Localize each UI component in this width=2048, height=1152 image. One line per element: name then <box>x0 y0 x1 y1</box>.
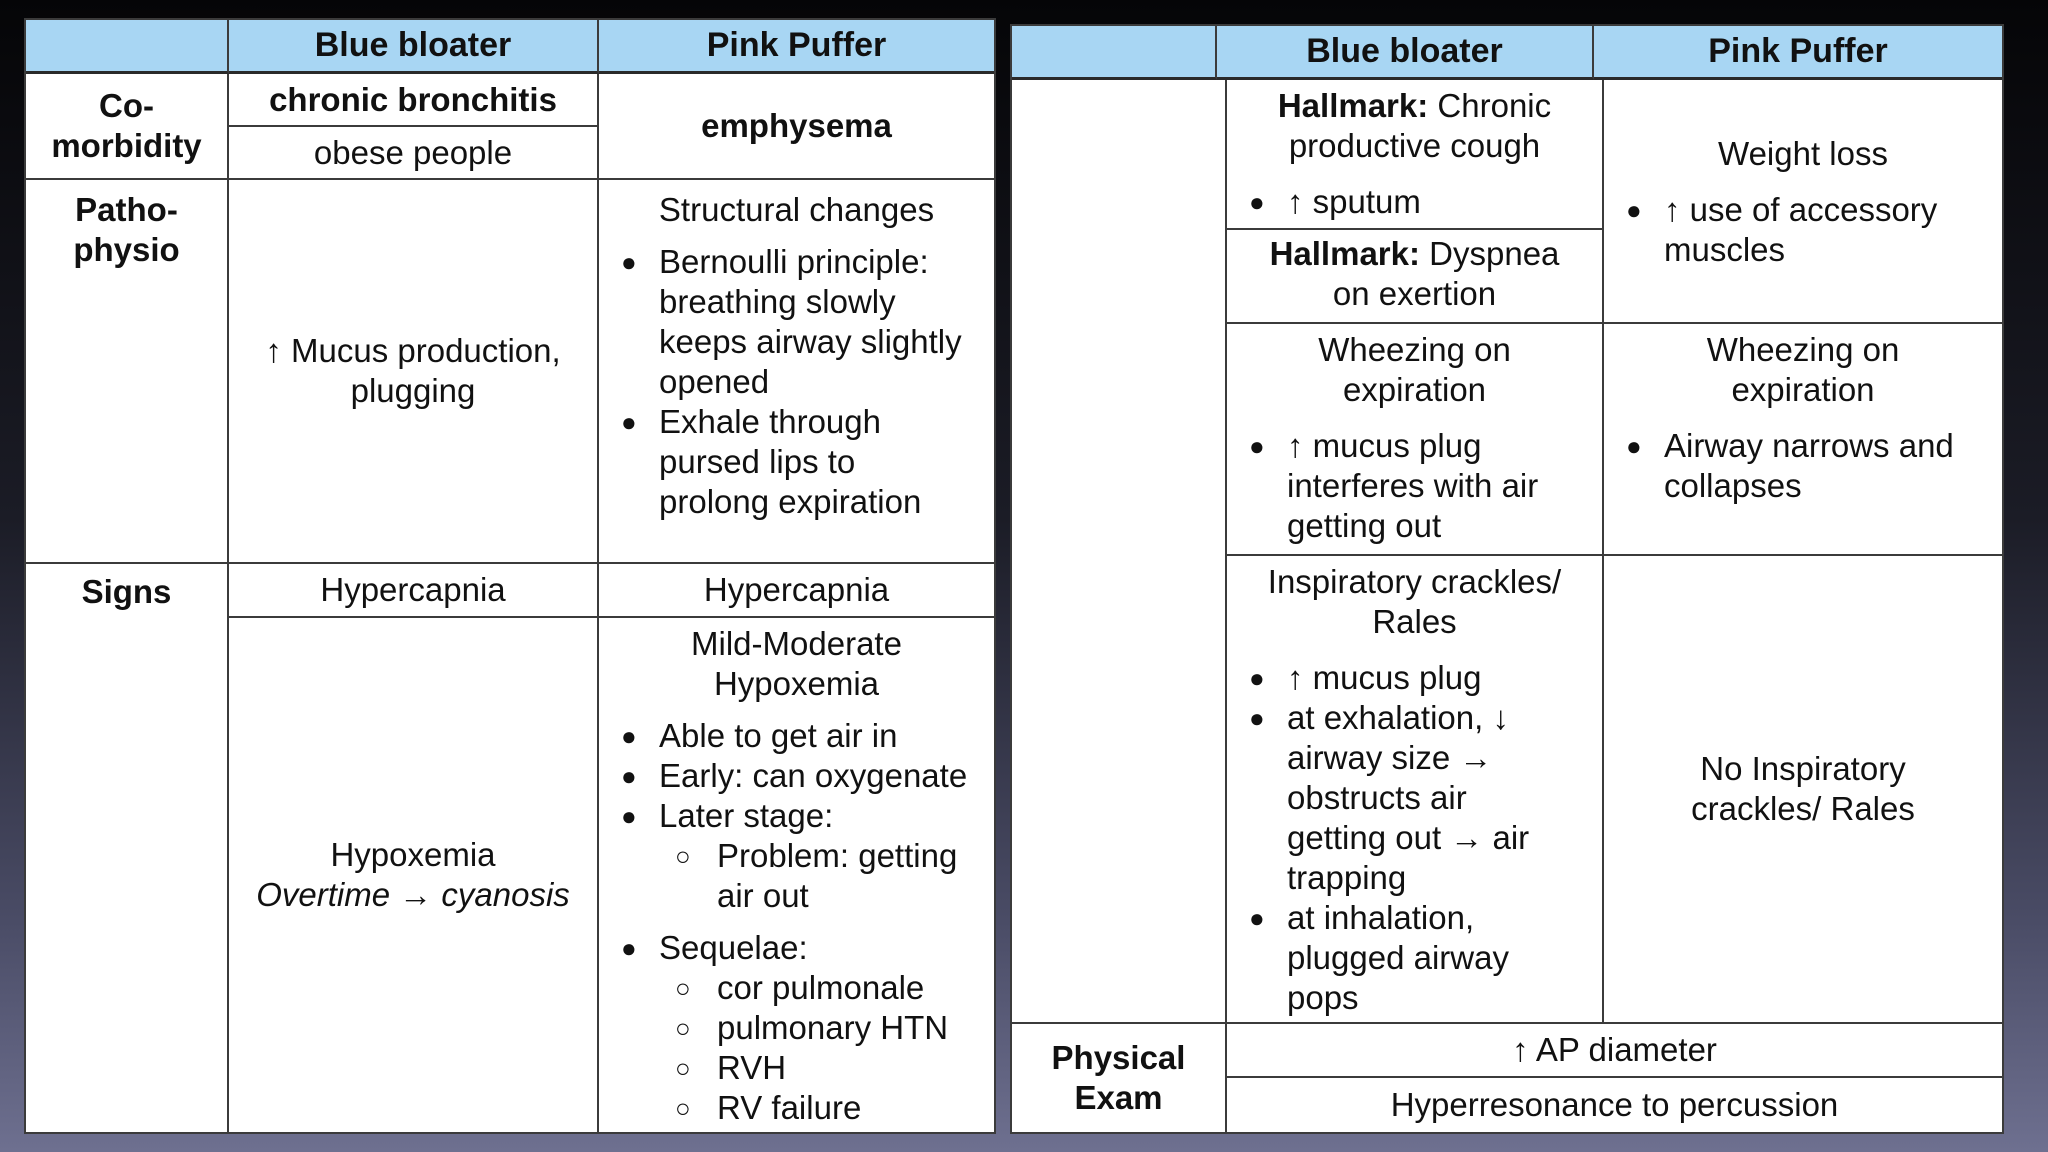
later-sub-line-1: ○ Problem: getting <box>717 837 958 874</box>
comorbidity-blue-1: chronic bronchitis <box>229 74 599 127</box>
crackles-bullet-1: ● ↑ mucus plug <box>1245 658 1584 698</box>
signs-blue-hypoxemia <box>229 618 599 1132</box>
sequelae-bullet: ● Sequelae: <box>617 928 976 968</box>
weight-loss-cell <box>1604 80 2002 324</box>
mild-moderate-text: Mild-Moderate <box>691 625 902 662</box>
hallmark-cough-line-2: productive cough <box>1288 127 1541 164</box>
pathophysio-blue <box>229 180 599 564</box>
hallmark-dyspnea-line-2: on exertion <box>1332 275 1497 312</box>
exhale-line-5: trapping <box>1287 859 1407 896</box>
mucus-line-3: getting out <box>1287 507 1442 544</box>
right-label-empty <box>1012 80 1227 1024</box>
pursed-lips-bullet <box>617 402 976 522</box>
sputum-bullet: ● ↑ sputum <box>1245 182 1584 222</box>
signs-pink-hypoxemia <box>599 618 994 1132</box>
hallmark-cough-line-1: Hallmark: Chronic <box>1277 87 1552 124</box>
pink-no-crackles-cell <box>1604 556 2002 1024</box>
bernoulli-line-4: opened <box>659 363 770 400</box>
signs-label: Signs <box>26 564 229 1132</box>
airway-line-2: collapses <box>1664 467 1802 504</box>
pathophysio-label-b: physio <box>73 231 180 268</box>
signs-bullet: ● Early: can oxygenate <box>617 756 976 796</box>
pink-wheezing-cell <box>1604 324 2002 556</box>
hypoxemia-title-text: Hypoxemia <box>713 665 880 702</box>
sequelae-item: ○ pulmonary HTN <box>617 1008 976 1048</box>
pathophysio-label-a: Patho- <box>75 191 178 228</box>
mucus-line-2: interferes with air <box>1287 467 1539 504</box>
bernoulli-line-2: breathing slowly <box>659 283 896 320</box>
signs-bullet: ● Able to get air in <box>617 716 976 756</box>
left-comparison-table <box>24 18 996 1134</box>
right-header-empty <box>1012 26 1217 80</box>
pathophysio-blue-a: ↑ Mucus production, <box>265 332 561 369</box>
pink-wheezing-b: expiration <box>1731 371 1875 408</box>
left-header-empty <box>26 20 229 74</box>
crackles-bullet-3 <box>1245 898 1584 1018</box>
no-crackles-a: No Inspiratory <box>1700 750 1906 787</box>
pursed-line-1: ● Exhale through <box>659 403 881 440</box>
left-header-blue-bloater: Blue bloater <box>229 20 599 74</box>
bernoulli-bullet <box>617 242 976 402</box>
pathophysio-label <box>26 180 229 564</box>
pursed-line-2: pursed lips to <box>659 443 856 480</box>
pathophysio-blue-b: plugging <box>350 372 476 409</box>
comorbidity-blue-2: obese people <box>229 127 599 180</box>
inhale-line-3: pops <box>1287 979 1359 1016</box>
blue-wheezing-a: Wheezing on <box>1318 331 1511 368</box>
ap-diameter-cell: ↑ AP diameter <box>1227 1024 2002 1078</box>
mucus-plug-bullet <box>1245 426 1584 546</box>
exhale-line-4: getting out → air <box>1287 819 1530 856</box>
comorbidity-label-b: morbidity <box>51 127 202 164</box>
blue-wheezing-b: expiration <box>1342 371 1487 408</box>
airway-line-1: ● Airway narrows and <box>1664 427 1954 464</box>
hallmark-dyspnea-line-1: Hallmark: Dyspnea <box>1269 235 1560 272</box>
crackles-title-a: Inspiratory crackles/ <box>1267 563 1562 600</box>
weight-loss-text: Weight loss <box>1718 135 1888 172</box>
right-header-pink-puffer: Pink Puffer <box>1594 26 2002 80</box>
signs-bullet: ● Later stage: <box>617 796 976 836</box>
sequelae-item: ○ cor pulmonale <box>617 968 976 1008</box>
right-comparison-table <box>1010 24 2004 1134</box>
comorbidity-pink: emphysema <box>599 74 994 180</box>
inhale-line-1: ● at inhalation, <box>1287 899 1475 936</box>
crackles-title-b: Rales <box>1372 603 1457 640</box>
inhale-line-2: plugged airway <box>1287 939 1509 976</box>
physical-exam-label-a: Physical <box>1051 1039 1186 1076</box>
hyperresonance-cell: Hyperresonance to percussion <box>1390 1086 1839 1123</box>
blue-crackles-cell <box>1227 556 1604 1024</box>
later-sub-line-2: air out <box>717 877 809 914</box>
physical-exam-label-b: Exam <box>1074 1079 1163 1116</box>
airway-narrows-bullet <box>1622 426 1984 506</box>
accessory-line-1: ● ↑ use of accessory <box>1664 191 1938 228</box>
crackles-bullet-2 <box>1245 698 1584 898</box>
comorbidity-label-a: Co- <box>99 87 154 124</box>
hallmark-cough-cell <box>1227 80 1604 230</box>
sequelae-item: ○ RVH <box>617 1048 976 1088</box>
comorbidity-label <box>26 74 229 180</box>
later-stage-subbullet <box>617 836 976 916</box>
exhale-line-3: obstructs air <box>1287 779 1467 816</box>
accessory-line-2: muscles <box>1664 231 1786 268</box>
hallmark-dyspnea-cell <box>1227 230 1604 324</box>
exhale-line-2: airway size → <box>1287 739 1493 776</box>
exhale-line-1: ● at exhalation, ↓ <box>1287 699 1509 736</box>
no-crackles-b: crackles/ Rales <box>1691 790 1915 827</box>
pathophysio-pink <box>599 180 994 564</box>
signs-blue-hypercapnia: Hypercapnia <box>229 564 599 618</box>
bernoulli-line-3: keeps airway slightly <box>659 323 962 360</box>
overtime-cyanosis-text: Overtime → cyanosis <box>256 876 570 913</box>
hypoxemia-text: Hypoxemia <box>330 836 496 873</box>
sequelae-item: ○ RV failure <box>617 1088 976 1128</box>
physical-exam-label <box>1012 1024 1227 1132</box>
signs-pink-hypercapnia: Hypercapnia <box>599 564 994 618</box>
accessory-muscles-bullet <box>1622 190 1984 270</box>
pathophysio-pink-title: Structural changes <box>658 191 935 228</box>
mucus-line-1: ● ↑ mucus plug <box>1287 427 1482 464</box>
pink-wheezing-a: Wheezing on <box>1706 331 1900 368</box>
left-header-pink-puffer: Pink Puffer <box>599 20 994 74</box>
blue-wheezing-cell <box>1227 324 1604 556</box>
pursed-line-3: prolong expiration <box>659 483 922 520</box>
bernoulli-line-1: ● Bernoulli principle: <box>659 243 929 280</box>
right-header-blue-bloater: Blue bloater <box>1217 26 1594 80</box>
